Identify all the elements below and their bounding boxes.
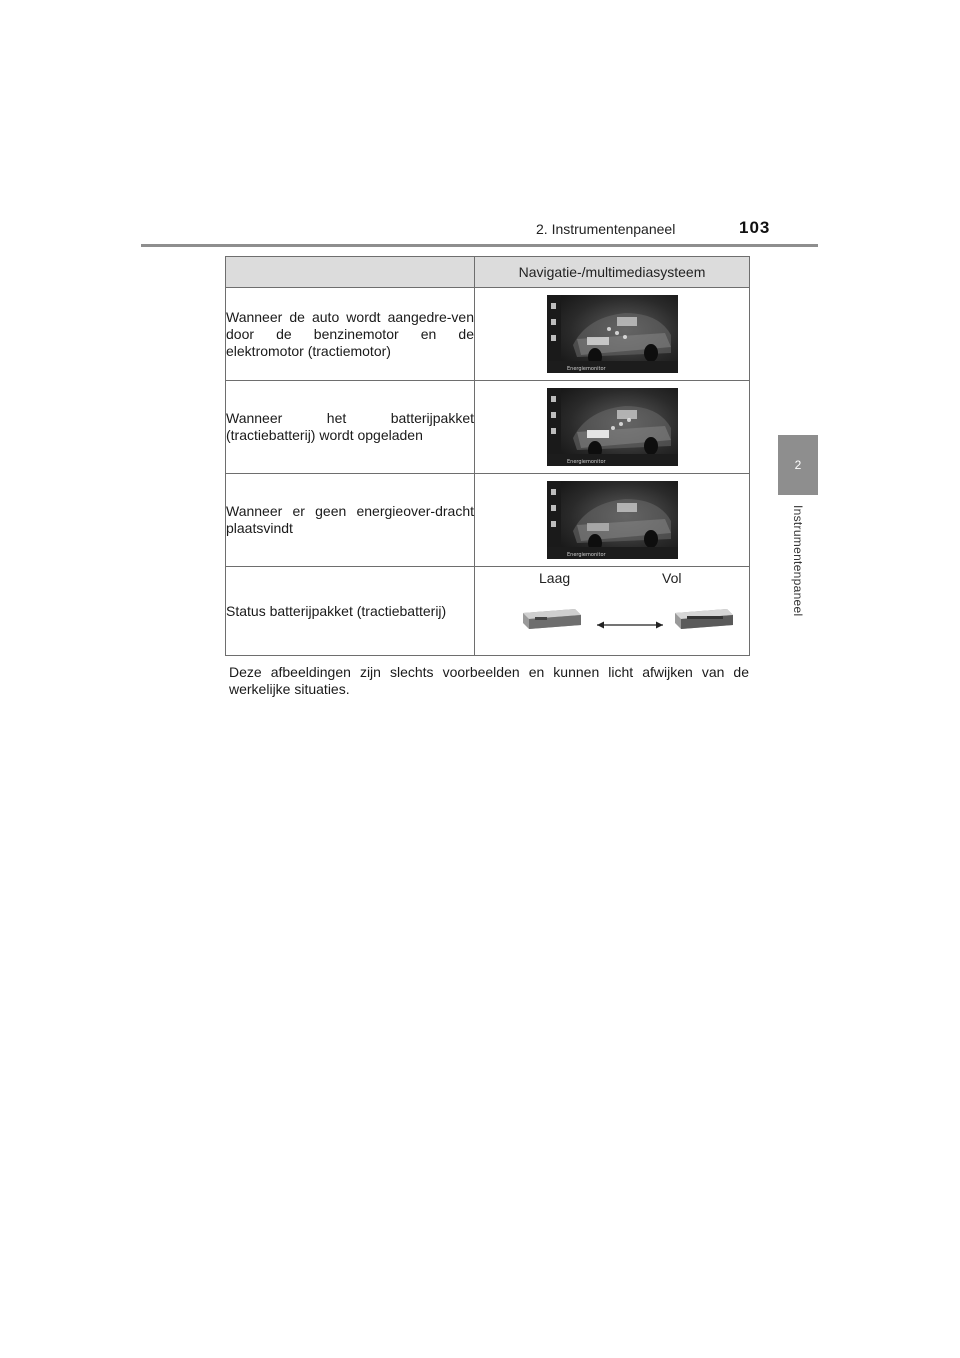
battery-full-icon (675, 609, 733, 629)
table-row-battery (226, 567, 750, 656)
energy-monitor-screen-image (547, 388, 678, 466)
battery-full-label: Vol (662, 570, 682, 586)
screen-image-cell (475, 381, 750, 474)
screen-image-cell (475, 288, 750, 381)
battery-low-icon (523, 609, 581, 629)
row-description: Wanneer de auto wordt aangedre-ven door de benzinemotor en de elektromotor (tractiemotor) (226, 288, 475, 381)
page-number: 103 (739, 218, 771, 237)
energy-monitor-screen-image (547, 481, 678, 559)
energy-monitor-screen-image (547, 295, 678, 373)
table-header-row (226, 257, 750, 288)
battery-low-label: Laag (539, 570, 571, 586)
screen-image-cell (475, 474, 750, 567)
screen-caption: Energiemonitor (566, 366, 606, 372)
section-title: 2. Instrumentenpaneel (536, 221, 676, 237)
row-description: Status batterijpakket (tractiebatterij) (226, 567, 475, 656)
table-row (226, 474, 750, 567)
screen-caption: Energiemonitor (566, 459, 606, 465)
column-header: Navigatie-/multimediasysteem (475, 257, 750, 288)
double-arrow-icon (597, 622, 663, 629)
header-empty-cell (226, 257, 475, 288)
header-rule (141, 244, 818, 247)
footnote: Deze afbeeldingen zijn slechts voorbeelden en kunnen licht afwijken van de werkelijke situaties. (229, 664, 749, 697)
chapter-number: 2 (794, 458, 802, 472)
battery-status-cell (475, 567, 750, 656)
chapter-tab (778, 435, 818, 495)
table-row (226, 288, 750, 381)
chapter-label: Instrumentenpaneel (791, 505, 805, 617)
row-description: Wanneer er geen energieover-dracht plaatsvindt (226, 474, 475, 567)
row-description: Wanneer het batterijpakket (tractiebatterij) wordt opgeladen (226, 381, 475, 474)
battery-range-illustration (515, 603, 745, 643)
screen-caption: Energiemonitor (566, 552, 606, 558)
energy-monitor-table (225, 256, 750, 656)
table-row (226, 381, 750, 474)
